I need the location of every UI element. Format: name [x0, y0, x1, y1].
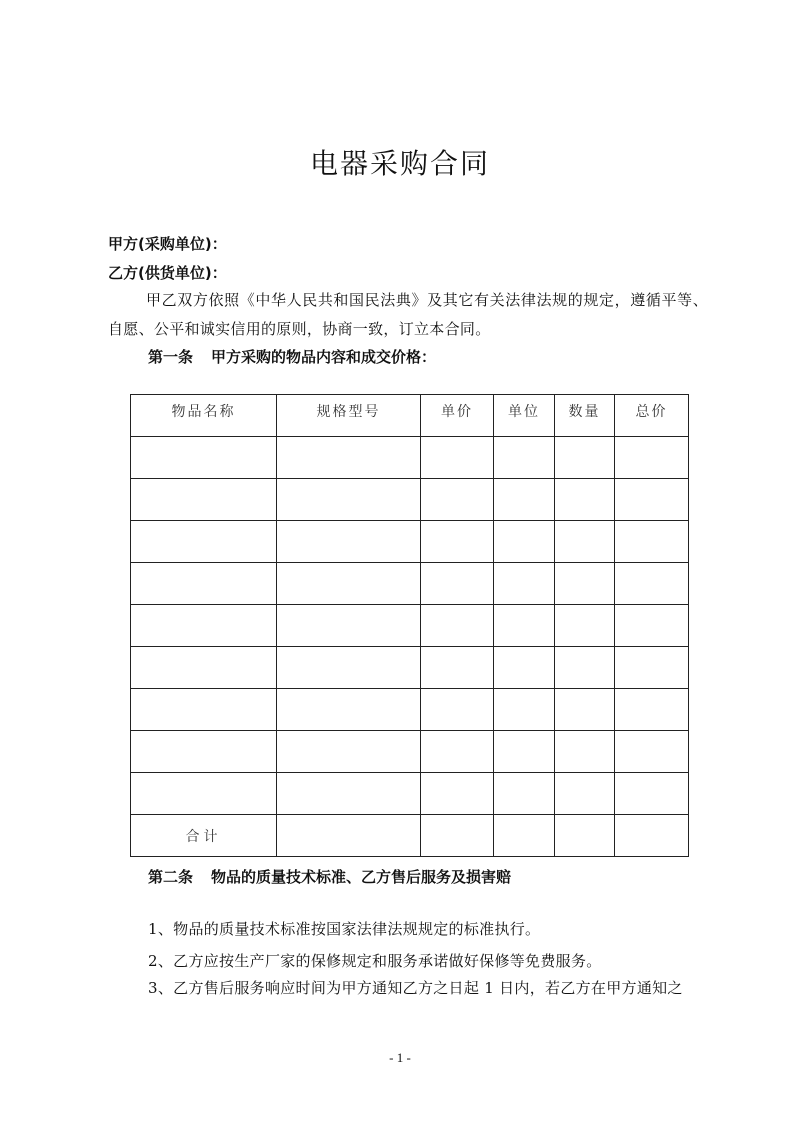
table-cell [421, 773, 494, 815]
table-cell [494, 731, 555, 773]
table-cell [494, 815, 555, 857]
table-row [131, 689, 689, 731]
table-cell [277, 689, 421, 731]
table-cell [421, 731, 494, 773]
party-a-label: 甲方(采购单位)： [108, 235, 227, 253]
article-2-title: 物品的质量技术标准、乙方售后服务及损害赔 [211, 868, 512, 886]
table-cell [615, 437, 689, 479]
table-cell [277, 815, 421, 857]
table-cell [555, 689, 615, 731]
table-header-row [131, 395, 689, 437]
header-quantity: 数量 [555, 395, 615, 437]
table-cell [421, 689, 494, 731]
table-cell [131, 773, 277, 815]
table-cell [277, 773, 421, 815]
table-cell [615, 647, 689, 689]
table-row [131, 521, 689, 563]
table-cell [494, 605, 555, 647]
article-2-number: 第二条 [148, 868, 194, 886]
table-cell [421, 605, 494, 647]
article-1-heading [148, 346, 436, 367]
party-b-label: 乙方(供货单位)： [108, 264, 227, 282]
table-cell [131, 731, 277, 773]
header-unit: 单位 [494, 395, 555, 437]
article-2-heading [148, 866, 511, 887]
table-cell [277, 437, 421, 479]
table-cell [615, 563, 689, 605]
table-cell [615, 521, 689, 563]
table-cell [421, 479, 494, 521]
table-row [131, 479, 689, 521]
table-cell [494, 437, 555, 479]
table-row [131, 731, 689, 773]
table-cell [131, 479, 277, 521]
table-cell [277, 563, 421, 605]
header-unit-price: 单价 [421, 395, 494, 437]
table-cell [615, 479, 689, 521]
table-cell [555, 815, 615, 857]
table-cell [421, 563, 494, 605]
table-row [131, 605, 689, 647]
table-cell [494, 563, 555, 605]
table-cell [615, 815, 689, 857]
table-cell [277, 731, 421, 773]
total-label: 合计 [131, 815, 277, 857]
table-cell [555, 605, 615, 647]
page-number: - 1 - [389, 1050, 411, 1065]
table-cell [555, 773, 615, 815]
article-1-number: 第一条 [148, 348, 194, 366]
table-cell [131, 647, 277, 689]
table-cell [555, 437, 615, 479]
table-cell [277, 605, 421, 647]
document-title: 电器采购合同 [309, 147, 490, 180]
table-cell [277, 479, 421, 521]
intro-paragraph: 甲乙双方依照《中华人民共和国民法典》及其它有关法律法规的规定，遵循平等、自愿、公平和诚实信用的原则，协商一致，订立本合同。 [108, 291, 708, 338]
table-cell [131, 563, 277, 605]
table-cell [131, 521, 277, 563]
table-cell [131, 689, 277, 731]
header-spec-model: 规格型号 [277, 395, 421, 437]
table-cell [494, 689, 555, 731]
table-cell [615, 605, 689, 647]
table-cell [494, 773, 555, 815]
table-cell [421, 647, 494, 689]
table-total-row [131, 815, 689, 857]
article-2-item-2: 2、乙方应按生产厂家的保修规定和服务承诺做好保修等免费服务。 [148, 952, 602, 970]
table-cell [615, 689, 689, 731]
header-total-price: 总价 [615, 395, 689, 437]
table-cell [421, 521, 494, 563]
table-cell [277, 647, 421, 689]
table-row [131, 647, 689, 689]
table-cell [494, 479, 555, 521]
table-cell [555, 479, 615, 521]
table-cell [615, 773, 689, 815]
table-cell [421, 815, 494, 857]
header-item-name: 物品名称 [131, 395, 277, 437]
table-cell [555, 521, 615, 563]
table-cell [131, 605, 277, 647]
table-cell [555, 563, 615, 605]
table-cell [555, 731, 615, 773]
table-row [131, 563, 689, 605]
table-row [131, 773, 689, 815]
table-cell [555, 647, 615, 689]
table-cell [421, 437, 494, 479]
goods-table-body [131, 437, 689, 857]
goods-table [130, 394, 689, 857]
table-cell [131, 437, 277, 479]
table-row [131, 437, 689, 479]
table-cell [277, 521, 421, 563]
article-1-title: 甲方采购的物品内容和成交价格： [211, 348, 437, 366]
table-cell [615, 731, 689, 773]
table-cell [494, 647, 555, 689]
article-2-item-3: 3、乙方售后服务响应时间为甲方通知乙方之日起 1 日内，若乙方在甲方通知之 [148, 979, 683, 997]
article-2-item-1: 1、物品的质量技术标准按国家法律法规规定的标准执行。 [148, 920, 541, 938]
table-cell [494, 521, 555, 563]
